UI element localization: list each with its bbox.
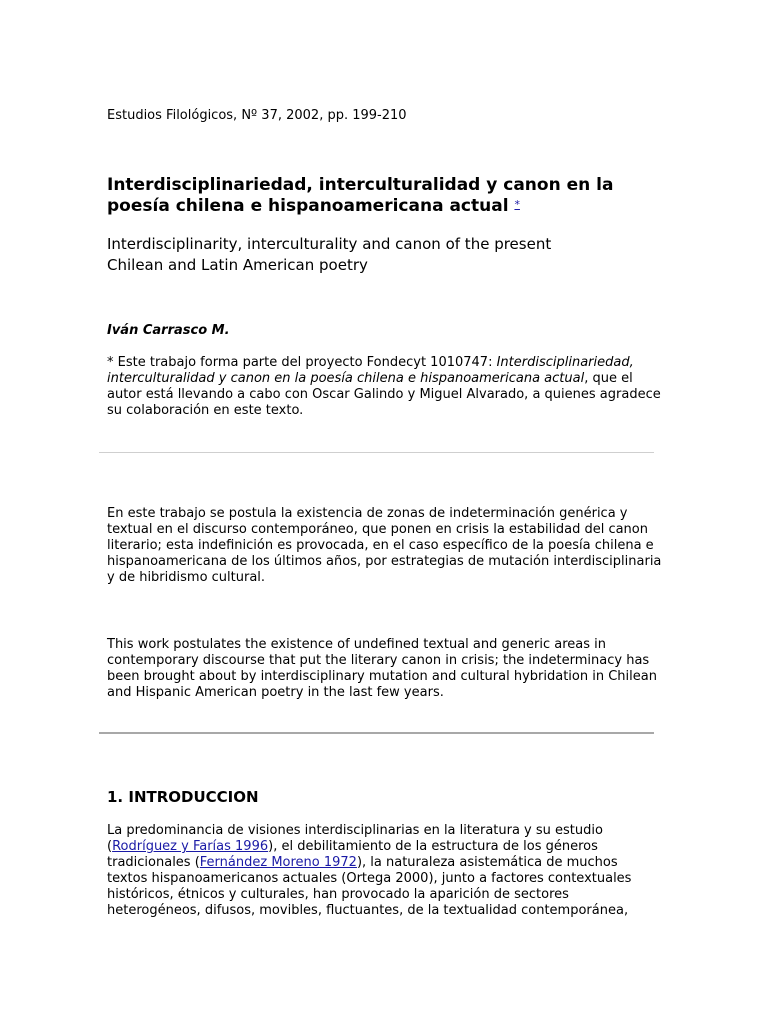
intro-line-1: La predominancia de visiones interdisciplinarias en la literatura y su estudio [107, 823, 603, 838]
intro-l2-post: ), el debilitamiento de la estructura de los géneros [268, 839, 598, 854]
abstract-es-line: textual en el discurso contemporáneo, que ponen en crisis la estabilidad del canon [107, 522, 648, 537]
footnote-line-2 [107, 371, 647, 387]
author-name: Iván Carrasco M. [107, 323, 230, 338]
abstract-en-line: been brought about by interdisciplinary mutation and cultural hybridation in Chilean [107, 669, 657, 684]
title-footnote-link[interactable]: * [514, 198, 520, 211]
abstract-es-line: En este trabajo se postula la existencia de zonas de indeterminación genérica y [107, 506, 628, 521]
intro-l3-pre: tradicionales ( [107, 855, 200, 870]
abstract-es-line: literario; esta indefinición es provocada, en el caso específico de la poesía chilena e [107, 538, 654, 553]
title-en-line-2: Chilean and Latin American poetry [107, 256, 368, 274]
abstract-en-line: contemporary discourse that put the literary canon in crisis; the indeterminacy has [107, 653, 650, 668]
footnote-l2-suffix: , que el [584, 371, 633, 386]
title-es-line-2-text: poesía chilena e hispanoamericana actual [107, 196, 515, 216]
abstract-es-line: y de hibridismo cultural. [107, 570, 266, 585]
divider-bottom [99, 732, 654, 734]
reference-link-rodriguez-farias[interactable]: Rodríguez y Farías 1996 [112, 839, 269, 854]
footnote-l2-italic: interculturalidad y canon en la poesía chilena e hispanoamericana actual [107, 371, 585, 386]
footnote-l1-prefix: * Este trabajo forma parte del proyecto Fondecyt 1010747: [107, 355, 497, 370]
article-title-spanish [107, 175, 667, 217]
journal-citation: Estudios Filológicos, Nº 37, 2002, pp. 199-210 [107, 108, 407, 123]
reference-link-fernandez-moreno[interactable]: Fernández Moreno 1972 [199, 855, 357, 870]
title-es-line-2 [107, 196, 667, 217]
intro-l2-pre: ( [107, 839, 113, 854]
footnote-line-3: autor está llevando a cabo con Oscar Galindo y Miguel Alvarado, a quienes agradece [107, 387, 661, 402]
title-es-line-1: Interdisciplinariedad, interculturalidad y canon en la [107, 175, 614, 195]
title-en-line-1: Interdisciplinarity, interculturality and canon of the present [107, 235, 552, 253]
footnote-l1-italic: Interdisciplinariedad, [496, 355, 634, 370]
section-heading-introduccion: 1. INTRODUCCION [107, 788, 259, 806]
footnote-line-4: su colaboración en este texto. [107, 403, 304, 418]
divider-top [99, 452, 654, 453]
abstract-spanish [107, 506, 662, 586]
footnote-text [107, 355, 661, 419]
abstract-es-line: hispanoamericana de los últimos años, por estrategias de mutación interdisciplinaria [107, 554, 662, 569]
intro-line-3 [107, 855, 647, 871]
footnote-line-1 [107, 355, 647, 371]
abstract-en-line: and Hispanic American poetry in the last few years. [107, 685, 444, 700]
intro-line-4: textos hispanoamericanos actuales (Ortega 2000), junto a factores contextuales [107, 871, 632, 886]
intro-l3-post: ), la naturaleza asistemática de muchos [356, 855, 618, 870]
abstract-english [107, 637, 657, 701]
intro-line-2 [107, 839, 647, 855]
article-title-english [107, 234, 667, 276]
intro-line-6: heterogéneos, difusos, movibles, fluctuantes, de la textualidad contemporánea, [107, 903, 629, 918]
intro-line-5: históricos, étnicos y culturales, han provocado la aparición de sectores [107, 887, 569, 902]
introduction-paragraph [107, 823, 647, 919]
abstract-en-line: This work postulates the existence of undefined textual and generic areas in [107, 637, 606, 652]
